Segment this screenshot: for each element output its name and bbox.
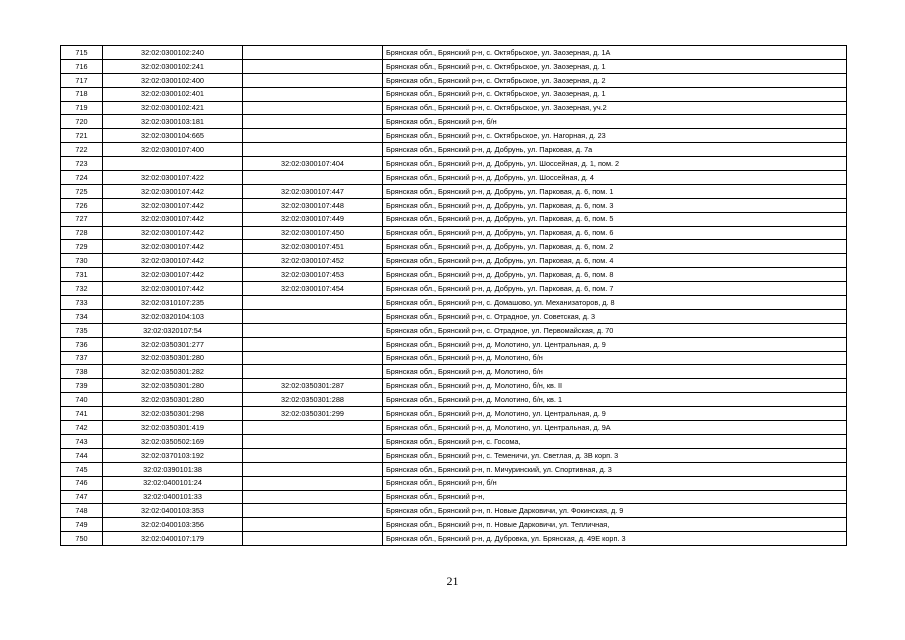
sub-cadastral-number-cell [243, 532, 383, 546]
table-row [61, 240, 847, 254]
address-cell: Брянская обл., Брянский р-н, д. Добрунь, ул. Парковая, д. 6, пом. 3 [383, 198, 847, 212]
cadastral-number-cell: 32:02:0310107:235 [103, 296, 243, 310]
row-number-cell: 743 [61, 434, 103, 448]
table-row [61, 129, 847, 143]
cadastral-number-cell: 32:02:0350301:280 [103, 351, 243, 365]
cadastral-number-cell: 32:02:0300107:442 [103, 268, 243, 282]
cadastral-number-cell: 32:02:0400103:356 [103, 518, 243, 532]
cadastral-number-cell: 32:02:0300107:422 [103, 171, 243, 185]
row-number-cell: 728 [61, 226, 103, 240]
row-number-cell: 716 [61, 59, 103, 73]
sub-cadastral-number-cell [243, 462, 383, 476]
cadastral-number-cell: 32:02:0300102:241 [103, 59, 243, 73]
row-number-cell: 735 [61, 323, 103, 337]
table-row [61, 73, 847, 87]
row-number-cell: 733 [61, 296, 103, 310]
address-cell: Брянская обл., Брянский р-н, п. Мичуринский, ул. Спортивная, д. 3 [383, 462, 847, 476]
table-row [61, 268, 847, 282]
cadastral-number-cell: 32:02:0300107:442 [103, 212, 243, 226]
row-number-cell: 726 [61, 198, 103, 212]
address-cell: Брянская обл., Брянский р-н, с. Теменичи, ул. Светлая, д. 3В корп. 3 [383, 448, 847, 462]
row-number-cell: 730 [61, 254, 103, 268]
table-row [61, 282, 847, 296]
address-cell: Брянская обл., Брянский р-н, с. Домашово, ул. Механизаторов, д. 8 [383, 296, 847, 310]
address-cell: Брянская обл., Брянский р-н, с. Октябрьское, ул. Заозерная, д. 1А [383, 46, 847, 60]
table-row [61, 504, 847, 518]
table-row [61, 434, 847, 448]
row-number-cell: 721 [61, 129, 103, 143]
sub-cadastral-number-cell [243, 101, 383, 115]
table-row [61, 323, 847, 337]
cadastral-number-cell: 32:02:0400103:353 [103, 504, 243, 518]
row-number-cell: 734 [61, 309, 103, 323]
row-number-cell: 750 [61, 532, 103, 546]
cadastral-number-cell: 32:02:0300107:442 [103, 240, 243, 254]
cadastral-number-cell: 32:02:0350301:277 [103, 337, 243, 351]
sub-cadastral-number-cell [243, 115, 383, 129]
sub-cadastral-number-cell [243, 504, 383, 518]
address-cell: Брянская обл., Брянский р-н, д. Молотино, б/н, кв. II [383, 379, 847, 393]
address-cell: Брянская обл., Брянский р-н, с. Октябрьское, ул. Нагорная, д. 23 [383, 129, 847, 143]
sub-cadastral-number-cell [243, 143, 383, 157]
cadastral-number-cell: 32:02:0300104:665 [103, 129, 243, 143]
row-number-cell: 724 [61, 171, 103, 185]
sub-cadastral-number-cell [243, 448, 383, 462]
table-row [61, 448, 847, 462]
cadastral-number-cell: 32:02:0350301:298 [103, 407, 243, 421]
table-row [61, 143, 847, 157]
address-cell: Брянская обл., Брянский р-н, п. Новые Дарковичи, ул. Фокинская, д. 9 [383, 504, 847, 518]
address-cell: Брянская обл., Брянский р-н, с. Октябрьское, ул. Заозерная, д. 1 [383, 59, 847, 73]
sub-cadastral-number-cell [243, 309, 383, 323]
cadastral-number-cell: 32:02:0300107:442 [103, 198, 243, 212]
row-number-cell: 720 [61, 115, 103, 129]
sub-cadastral-number-cell [243, 87, 383, 101]
cadastral-number-cell: 32:02:0300102:401 [103, 87, 243, 101]
row-number-cell: 739 [61, 379, 103, 393]
cadastral-number-cell: 32:02:0300107:400 [103, 143, 243, 157]
table-row [61, 226, 847, 240]
table-row [61, 59, 847, 73]
row-number-cell: 742 [61, 421, 103, 435]
sub-cadastral-number-cell [243, 337, 383, 351]
cadastral-number-cell: 32:02:0320104:103 [103, 309, 243, 323]
cadastral-number-cell: 32:02:0400107:179 [103, 532, 243, 546]
table-row [61, 46, 847, 60]
sub-cadastral-number-cell [243, 476, 383, 490]
cadastral-number-cell: 32:02:0350301:419 [103, 421, 243, 435]
sub-cadastral-number-cell [243, 323, 383, 337]
cadastral-number-cell: 32:02:0300107:442 [103, 226, 243, 240]
cadastral-number-cell: 32:02:0300102:400 [103, 73, 243, 87]
table-row [61, 365, 847, 379]
sub-cadastral-number-cell [243, 434, 383, 448]
table-row [61, 309, 847, 323]
row-number-cell: 715 [61, 46, 103, 60]
address-cell: Брянская обл., Брянский р-н, д. Добрунь, ул. Шоссейная, д. 1, пом. 2 [383, 157, 847, 171]
cadastral-number-cell: 32:02:0300107:442 [103, 282, 243, 296]
sub-cadastral-number-cell: 32:02:0300107:451 [243, 240, 383, 254]
address-cell: Брянская обл., Брянский р-н, д. Добрунь, ул. Парковая, д. 7а [383, 143, 847, 157]
cadastral-number-cell: 32:02:0300102:421 [103, 101, 243, 115]
address-cell: Брянская обл., Брянский р-н, д. Молотино, б/н [383, 351, 847, 365]
address-cell: Брянская обл., Брянский р-н, б/н [383, 476, 847, 490]
address-cell: Брянская обл., Брянский р-н, с. Отрадное, ул. Первомайская, д. 70 [383, 323, 847, 337]
sub-cadastral-number-cell [243, 490, 383, 504]
row-number-cell: 737 [61, 351, 103, 365]
row-number-cell: 723 [61, 157, 103, 171]
table-row [61, 476, 847, 490]
address-cell: Брянская обл., Брянский р-н, [383, 490, 847, 504]
address-cell: Брянская обл., Брянский р-н, д. Добрунь, ул. Парковая, д. 6, пом. 4 [383, 254, 847, 268]
registry-table-body [61, 46, 847, 546]
address-cell: Брянская обл., Брянский р-н, д. Дубровка, ул. Брянская, д. 49Е корп. 3 [383, 532, 847, 546]
sub-cadastral-number-cell [243, 296, 383, 310]
address-cell: Брянская обл., Брянский р-н, б/н [383, 115, 847, 129]
sub-cadastral-number-cell: 32:02:0300107:454 [243, 282, 383, 296]
row-number-cell: 718 [61, 87, 103, 101]
cadastral-number-cell: 32:02:0300107:442 [103, 184, 243, 198]
address-cell: Брянская обл., Брянский р-н, д. Добрунь, ул. Шоссейная, д. 4 [383, 171, 847, 185]
address-cell: Брянская обл., Брянский р-н, д. Добрунь, ул. Парковая, д. 6, пом. 7 [383, 282, 847, 296]
table-row [61, 184, 847, 198]
cadastral-number-cell: 32:02:0350301:282 [103, 365, 243, 379]
table-row [61, 518, 847, 532]
address-cell: Брянская обл., Брянский р-н, с. Октябрьское, ул. Заозерная, уч.2 [383, 101, 847, 115]
table-row [61, 407, 847, 421]
page-number: 21 [446, 574, 459, 588]
table-row [61, 171, 847, 185]
table-row [61, 254, 847, 268]
table-row [61, 198, 847, 212]
row-number-cell: 748 [61, 504, 103, 518]
address-cell: Брянская обл., Брянский р-н, д. Добрунь, ул. Парковая, д. 6, пом. 5 [383, 212, 847, 226]
row-number-cell: 747 [61, 490, 103, 504]
table-row [61, 421, 847, 435]
address-cell: Брянская обл., Брянский р-н, с. Отрадное, ул. Советская, д. 3 [383, 309, 847, 323]
address-cell: Брянская обл., Брянский р-н, д. Молотино, б/н, кв. 1 [383, 393, 847, 407]
sub-cadastral-number-cell [243, 171, 383, 185]
cadastral-number-cell: 32:02:0400101:33 [103, 490, 243, 504]
table-row [61, 490, 847, 504]
cadastral-number-cell: 32:02:0300107:442 [103, 254, 243, 268]
row-number-cell: 745 [61, 462, 103, 476]
address-cell: Брянская обл., Брянский р-н, д. Молотино, ул. Центральная, д. 9 [383, 337, 847, 351]
row-number-cell: 736 [61, 337, 103, 351]
sub-cadastral-number-cell: 32:02:0300107:452 [243, 254, 383, 268]
table-row [61, 115, 847, 129]
row-number-cell: 744 [61, 448, 103, 462]
row-number-cell: 722 [61, 143, 103, 157]
sub-cadastral-number-cell [243, 365, 383, 379]
row-number-cell: 749 [61, 518, 103, 532]
cadastral-number-cell: 32:02:0320107:54 [103, 323, 243, 337]
registry-table [60, 45, 847, 546]
row-number-cell: 732 [61, 282, 103, 296]
cadastral-number-cell: 32:02:0350301:280 [103, 393, 243, 407]
row-number-cell: 738 [61, 365, 103, 379]
table-row [61, 532, 847, 546]
address-cell: Брянская обл., Брянский р-н, д. Добрунь, ул. Парковая, д. 6, пом. 1 [383, 184, 847, 198]
sub-cadastral-number-cell: 32:02:0350301:299 [243, 407, 383, 421]
sub-cadastral-number-cell [243, 59, 383, 73]
sub-cadastral-number-cell [243, 46, 383, 60]
sub-cadastral-number-cell: 32:02:0300107:453 [243, 268, 383, 282]
sub-cadastral-number-cell [243, 73, 383, 87]
table-row [61, 351, 847, 365]
address-cell: Брянская обл., Брянский р-н, с. Октябрьское, ул. Заозерная, д. 1 [383, 87, 847, 101]
table-row [61, 87, 847, 101]
table-row [61, 101, 847, 115]
sub-cadastral-number-cell: 32:02:0300107:404 [243, 157, 383, 171]
cadastral-number-cell [103, 157, 243, 171]
table-row [61, 393, 847, 407]
sub-cadastral-number-cell: 32:02:0300107:448 [243, 198, 383, 212]
cadastral-number-cell: 32:02:0300102:240 [103, 46, 243, 60]
cadastral-number-cell: 32:02:0350502:169 [103, 434, 243, 448]
address-cell: Брянская обл., Брянский р-н, с. Октябрьское, ул. Заозерная, д. 2 [383, 73, 847, 87]
sub-cadastral-number-cell: 32:02:0350301:287 [243, 379, 383, 393]
row-number-cell: 727 [61, 212, 103, 226]
row-number-cell: 731 [61, 268, 103, 282]
sub-cadastral-number-cell [243, 129, 383, 143]
sub-cadastral-number-cell: 32:02:0300107:450 [243, 226, 383, 240]
address-cell: Брянская обл., Брянский р-н, д. Добрунь, ул. Парковая, д. 6, пом. 6 [383, 226, 847, 240]
table-row [61, 379, 847, 393]
row-number-cell: 729 [61, 240, 103, 254]
sub-cadastral-number-cell: 32:02:0350301:288 [243, 393, 383, 407]
table-row [61, 296, 847, 310]
cadastral-number-cell: 32:02:0400101:24 [103, 476, 243, 490]
row-number-cell: 740 [61, 393, 103, 407]
row-number-cell: 717 [61, 73, 103, 87]
row-number-cell: 741 [61, 407, 103, 421]
table-row [61, 157, 847, 171]
address-cell: Брянская обл., Брянский р-н, с. Госома, [383, 434, 847, 448]
table-row [61, 337, 847, 351]
address-cell: Брянская обл., Брянский р-н, д. Молотино, б/н [383, 365, 847, 379]
sub-cadastral-number-cell [243, 351, 383, 365]
table-row [61, 462, 847, 476]
row-number-cell: 719 [61, 101, 103, 115]
address-cell: Брянская обл., Брянский р-н, п. Новые Дарковичи, ул. Тепличная, [383, 518, 847, 532]
row-number-cell: 725 [61, 184, 103, 198]
address-cell: Брянская обл., Брянский р-н, д. Молотино, ул. Центральная, д. 9 [383, 407, 847, 421]
row-number-cell: 746 [61, 476, 103, 490]
address-cell: Брянская обл., Брянский р-н, д. Молотино, ул. Центральная, д. 9А [383, 421, 847, 435]
sub-cadastral-number-cell: 32:02:0300107:447 [243, 184, 383, 198]
cadastral-number-cell: 32:02:0390101:38 [103, 462, 243, 476]
address-cell: Брянская обл., Брянский р-н, д. Добрунь, ул. Парковая, д. 6, пом. 8 [383, 268, 847, 282]
address-cell: Брянская обл., Брянский р-н, д. Добрунь, ул. Парковая, д. 6, пом. 2 [383, 240, 847, 254]
sub-cadastral-number-cell [243, 421, 383, 435]
sub-cadastral-number-cell: 32:02:0300107:449 [243, 212, 383, 226]
cadastral-number-cell: 32:02:0350301:280 [103, 379, 243, 393]
sub-cadastral-number-cell [243, 518, 383, 532]
cadastral-number-cell: 32:02:0370103:192 [103, 448, 243, 462]
table-row [61, 212, 847, 226]
cadastral-number-cell: 32:02:0300103:181 [103, 115, 243, 129]
